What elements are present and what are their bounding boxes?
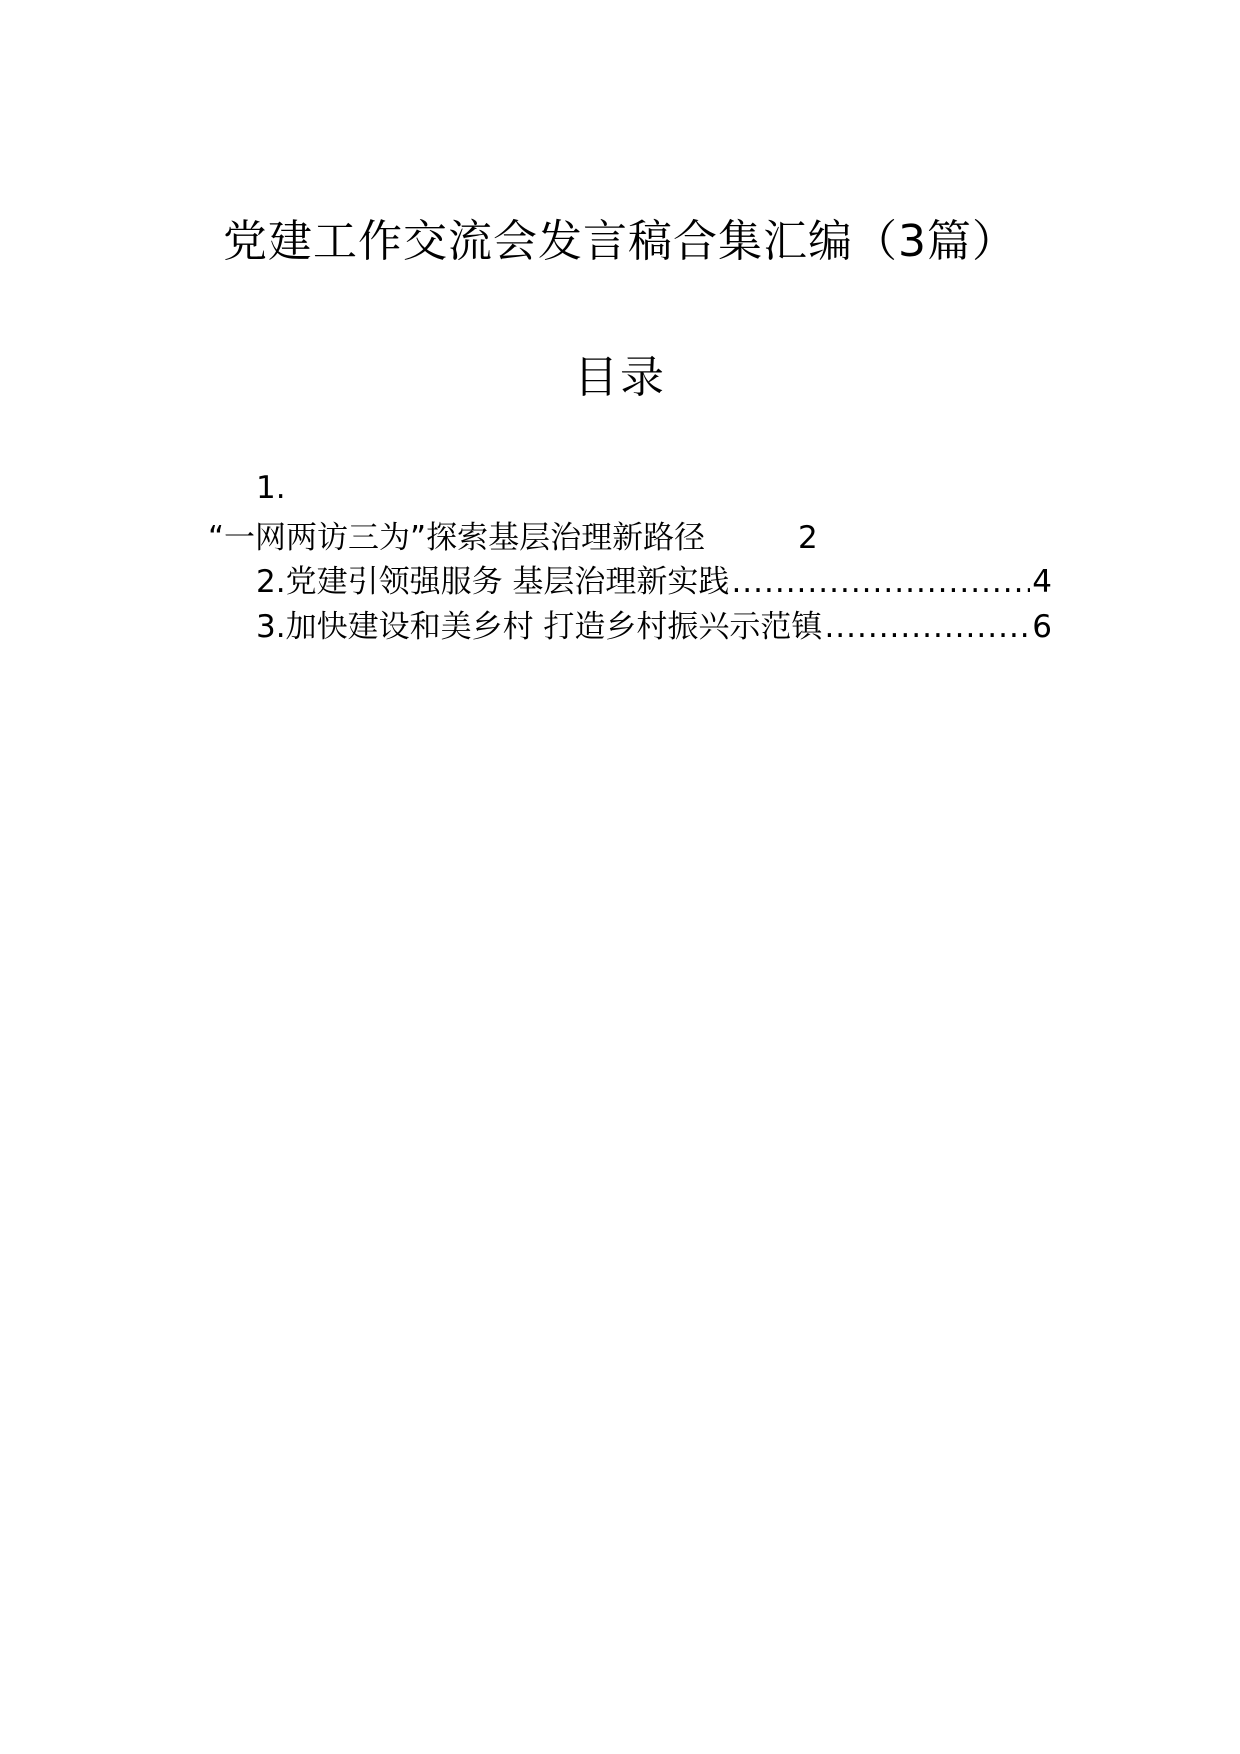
document-title: 党建工作交流会发言稿合集汇编（3篇） bbox=[223, 216, 1017, 267]
toc-entry-3-title: 加快建设和美乡村 打造乡村振兴示范镇 bbox=[285, 609, 823, 645]
toc-entry-2[interactable] bbox=[256, 560, 1052, 604]
toc-entry-2-number: 2. bbox=[256, 564, 286, 600]
toc-entry-1-title[interactable]: “一网两访三为”探索基层治理新路径 bbox=[208, 520, 706, 556]
toc-entry-2-title: 党建引领强服务 基层治理新实践 bbox=[285, 564, 730, 600]
toc-entry-2-leader bbox=[731, 560, 1030, 604]
toc-heading: 目录 bbox=[574, 352, 666, 403]
toc-entry-1-number: 1. bbox=[256, 470, 286, 506]
toc-entry-3-leader bbox=[824, 605, 1030, 649]
toc-entry-3-page: 6 bbox=[1032, 609, 1052, 645]
toc-entry-1-page: 2 bbox=[798, 520, 818, 556]
toc-entry-2-page: 4 bbox=[1032, 564, 1052, 600]
toc-entry-3[interactable] bbox=[256, 605, 1052, 649]
toc-entry-3-number: 3. bbox=[256, 609, 286, 645]
